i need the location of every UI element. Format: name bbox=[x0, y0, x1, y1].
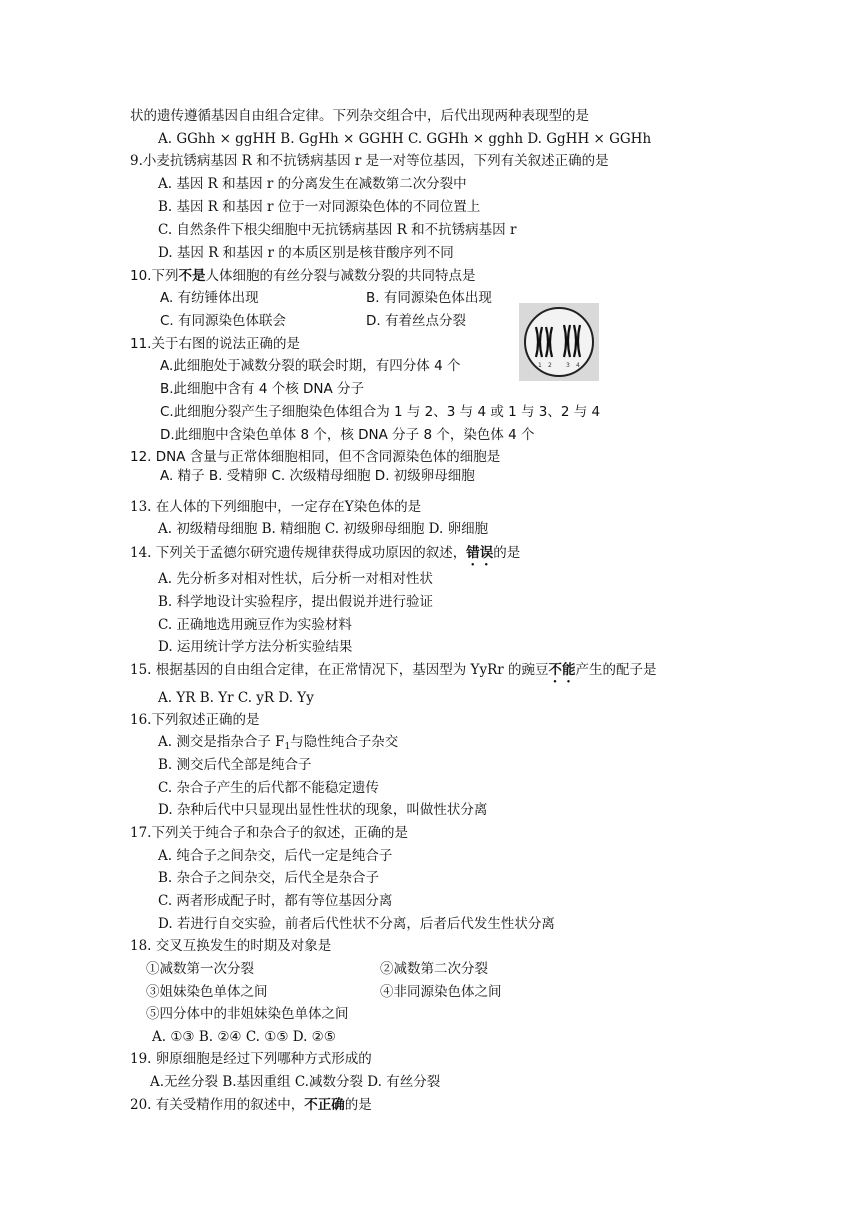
q19-stem: 19. 卵原细胞是经过下列哪种方式形成的 bbox=[130, 1051, 372, 1067]
q20-stem-emphasis: 不正确 bbox=[304, 1097, 345, 1113]
q13-options: A. 初级精母细胞 B. 精细胞 C. 初级卵母细胞 D. 卵细胞 bbox=[158, 521, 489, 537]
q20-stem-post: 的是 bbox=[344, 1097, 372, 1113]
chromosome-label-2: 2 bbox=[548, 362, 552, 369]
q18-item-1: ①减数第一次分裂 bbox=[146, 961, 254, 977]
q10-option-b: B. 有同源染色体出现 bbox=[366, 290, 492, 306]
q10-stem-post: 人体细胞的有丝分裂与减数分裂的共同特点是 bbox=[205, 268, 476, 284]
q20-stem-pre: 20. 有关受精作用的叙述中， bbox=[130, 1097, 305, 1113]
q15-options: A. YR B. Yr C. yR D. Yy bbox=[158, 690, 314, 706]
q17-option-c: C. 两者形成配子时，都有等位基因分离 bbox=[158, 893, 393, 909]
q14-stem-emphasis: 错误 bbox=[466, 545, 494, 561]
q16-option-a bbox=[158, 732, 398, 757]
q16-option-d: D. 杂种后代中只显现出显性性状的现象，叫做性状分离 bbox=[158, 802, 488, 818]
q18-stem: 18. 交叉互换发生的时期及对象是 bbox=[130, 938, 332, 954]
q17-stem: 17.下列关于纯合子和杂合子的叙述，正确的是 bbox=[130, 825, 408, 841]
cell-membrane bbox=[525, 308, 593, 376]
q11-option-d: D.此细胞中含染色单体 8 个，核 DNA 分子 8 个，染色体 4 个 bbox=[160, 427, 535, 443]
q18-item-3: ③姐妹染色单体之间 bbox=[146, 984, 268, 1000]
q14-option-b: B. 科学地设计实验程序，提出假说并进行验证 bbox=[158, 594, 434, 610]
q16-stem: 16.下列叙述正确的是 bbox=[130, 712, 260, 728]
q14-stem bbox=[130, 543, 520, 569]
q9-option-c: C. 自然条件下根尖细胞中无抗锈病基因 R 和不抗锈病基因 r bbox=[158, 222, 517, 238]
q11-option-c: C.此细胞分裂产生子细胞染色体组合为 1 与 2、3 与 4 或 1 与 3、2 与 4 bbox=[160, 404, 601, 420]
q11-stem: 11.关于右图的说法正确的是 bbox=[130, 336, 300, 352]
q9-option-d: D. 基因 R 和基因 r 的本质区别是核苷酸序列不同 bbox=[158, 245, 454, 261]
q11-option-a: A.此细胞处于减数分裂的联会时期，有四分体 4 个 bbox=[160, 358, 461, 374]
cell-chromosome-figure bbox=[519, 303, 599, 381]
q14-stem-post: 的是 bbox=[493, 545, 521, 561]
q8-stem-tail: 状的遗传遵循基因自由组合定律。下列杂交组合中，后代出现两种表现型的是 bbox=[130, 108, 589, 124]
q16-option-a-post: 与隐性纯合子杂交 bbox=[290, 734, 399, 750]
q14-option-a: A. 先分析多对相对性状，后分析一对相对性状 bbox=[158, 571, 433, 587]
q10-option-d: D. 有着丝点分裂 bbox=[366, 313, 466, 329]
q15-stem-pre: 15. 根据基因的自由组合定律，在正常情况下，基因型为 YyRr 的豌豆 bbox=[130, 662, 549, 678]
q10-option-a: A. 有纺锤体出现 bbox=[160, 290, 259, 306]
q17-option-b: B. 杂合子之间杂交，后代全是杂合子 bbox=[158, 870, 380, 886]
q16-option-c: C. 杂合子产生的后代都不能稳定遗传 bbox=[158, 780, 379, 796]
q17-option-d: D. 若进行自交实验，前者后代性状不分离，后者后代发生性状分离 bbox=[158, 916, 555, 932]
q18-options: A. ①③ B. ②④ C. ①⑤ D. ②⑤ bbox=[152, 1029, 336, 1045]
q13-stem: 13. 在人体的下列细胞中，一定存在Y染色体的是 bbox=[130, 499, 422, 515]
q10-stem-emphasis: 不是 bbox=[178, 268, 206, 284]
q14-stem-pre: 14. 下列关于孟德尔研究遗传规律获得成功原因的叙述， bbox=[130, 545, 467, 561]
q16-option-a-subscript: 1 bbox=[284, 742, 291, 752]
q10-stem-pre: 10.下列 bbox=[130, 268, 179, 284]
q10-stem bbox=[130, 266, 475, 286]
q14-option-d: D. 运用统计学方法分析实验结果 bbox=[158, 639, 353, 655]
chromosome-label-4: 4 bbox=[576, 362, 580, 369]
q10-option-c: C. 有同源染色体联会 bbox=[160, 313, 287, 329]
q12-options: A. 精子 B. 受精卵 C. 次级精母细胞 D. 初级卵母细胞 bbox=[160, 468, 475, 484]
q9-option-a: A. 基因 R 和基因 r 的分离发生在减数第二次分裂中 bbox=[158, 176, 467, 192]
q18-item-5: ⑤四分体中的非姐妹染色单体之间 bbox=[146, 1006, 349, 1022]
q12-stem: 12. DNA 含量与正常体细胞相同，但不含同源染色体的细胞是 bbox=[130, 449, 501, 465]
q18-item-4: ④非同源染色体之间 bbox=[380, 984, 502, 1000]
q9-stem: 9.小麦抗锈病基因 R 和不抗锈病基因 r 是一对等位基因，下列有关叙述正确的是 bbox=[130, 153, 609, 169]
chromosome-label-1: 1 bbox=[538, 362, 542, 369]
q15-stem-post: 产生的配子是 bbox=[575, 662, 657, 678]
q9-option-b: B. 基因 R 和基因 r 位于一对同源染色体的不同位置上 bbox=[158, 199, 481, 215]
q16-option-a-pre: A. 测交是指杂合子 F bbox=[158, 734, 285, 750]
q15-stem-emphasis: 不能 bbox=[548, 662, 576, 678]
q17-option-a: A. 纯合子之间杂交，后代一定是纯合子 bbox=[158, 848, 393, 864]
q14-option-c: C. 正确地选用豌豆作为实验材料 bbox=[158, 617, 352, 633]
q18-item-2: ②减数第二次分裂 bbox=[380, 961, 488, 977]
q19-options: A.无丝分裂 B.基因重组 C.减数分裂 D. 有丝分裂 bbox=[150, 1074, 441, 1090]
q20-stem bbox=[130, 1095, 372, 1115]
q11-option-b: B.此细胞中含有 4 个核 DNA 分子 bbox=[160, 381, 365, 397]
chromosome-label-3: 3 bbox=[566, 362, 570, 369]
q8-options: A. GGhh × ggHH B. GgHh × GGHH C. GGHh × gghh D. GgHH × GGHh bbox=[158, 131, 652, 147]
q16-option-b: B. 测交后代全部是纯合子 bbox=[158, 757, 312, 773]
q15-stem bbox=[130, 660, 657, 686]
